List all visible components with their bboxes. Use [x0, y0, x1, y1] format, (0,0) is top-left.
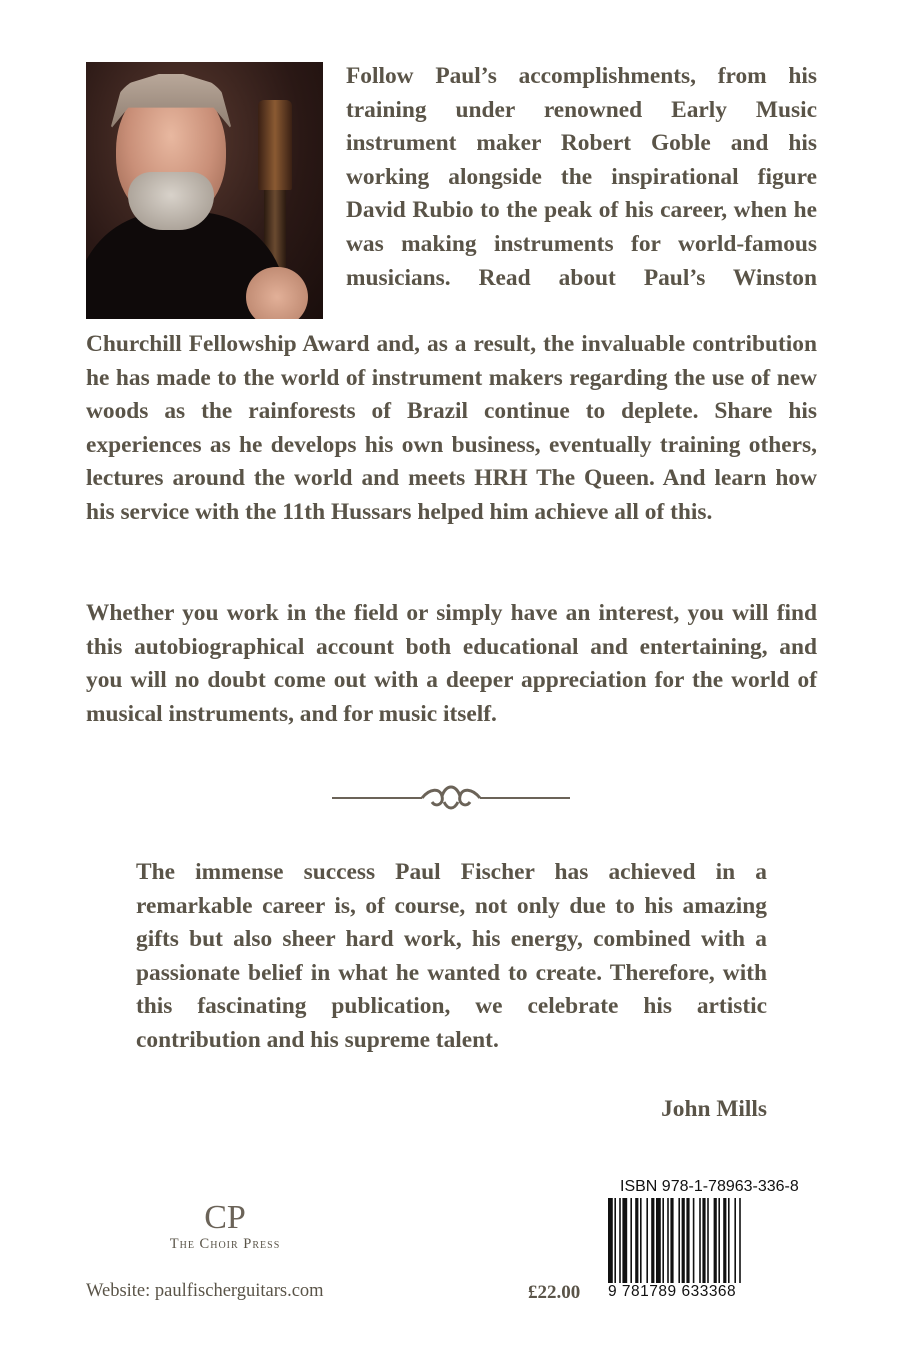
description-paragraph-1-top: Follow Paul’s accomplishments, from his training under renowned Early Music instrument maker Robert Goble and his working alongside the inspirational figure David Rubio to the peak of his career, when he was making instruments for world-famous musicians. Read about Paul’s Winston: [346, 63, 817, 291]
ornament-divider-icon: [332, 780, 570, 814]
guitar-headstock: [258, 100, 292, 190]
author-beard: [128, 172, 214, 230]
author-hand: [246, 267, 308, 319]
description-paragraph-2: Whether you work in the field or simply have an interest, you will find this autobiographical account both educational and entertaining, and you will no doubt come out with a deeper appreciation for the world of musical instruments, and for music itself.: [86, 600, 817, 727]
isbn-label: ISBN 978-1-78963-336-8: [620, 1178, 799, 1195]
publisher-logo: [150, 1200, 300, 1260]
isbn-digits: 9 781789 633368: [608, 1283, 784, 1301]
endorsement-quote: The immense success Paul Fischer has achieved in a remarkable career is, of course, not only due to his amazing gifts but also sheer hard work, his energy, combined with a passionate belief in what he wanted to create. Therefore, with this fascinating publication, we celebrate his artistic contribution and his supreme talent.: [136, 859, 767, 1053]
description-paragraph-1-bottom: Churchill Fellowship Award and, as a result, the invaluable contribution he has made to the world of instrument makers regarding the use of new woods as the rainforests of Brazil continue to deplete. Share his experiences as he develops his own business, eventually training others, lectures around the world and meets HRH The Queen. And learn how his service with the 11th Hussars helped him achieve all of this.: [86, 331, 817, 525]
endorsement-author: John Mills: [661, 1096, 767, 1122]
author-photo: [86, 62, 323, 319]
price-text: £22.00: [528, 1282, 581, 1303]
website-text: Website: paulfischerguitars.com: [86, 1281, 324, 1301]
publisher-logo-mark: CP: [204, 1199, 246, 1236]
publisher-name: The Choir Press: [169, 1236, 281, 1252]
